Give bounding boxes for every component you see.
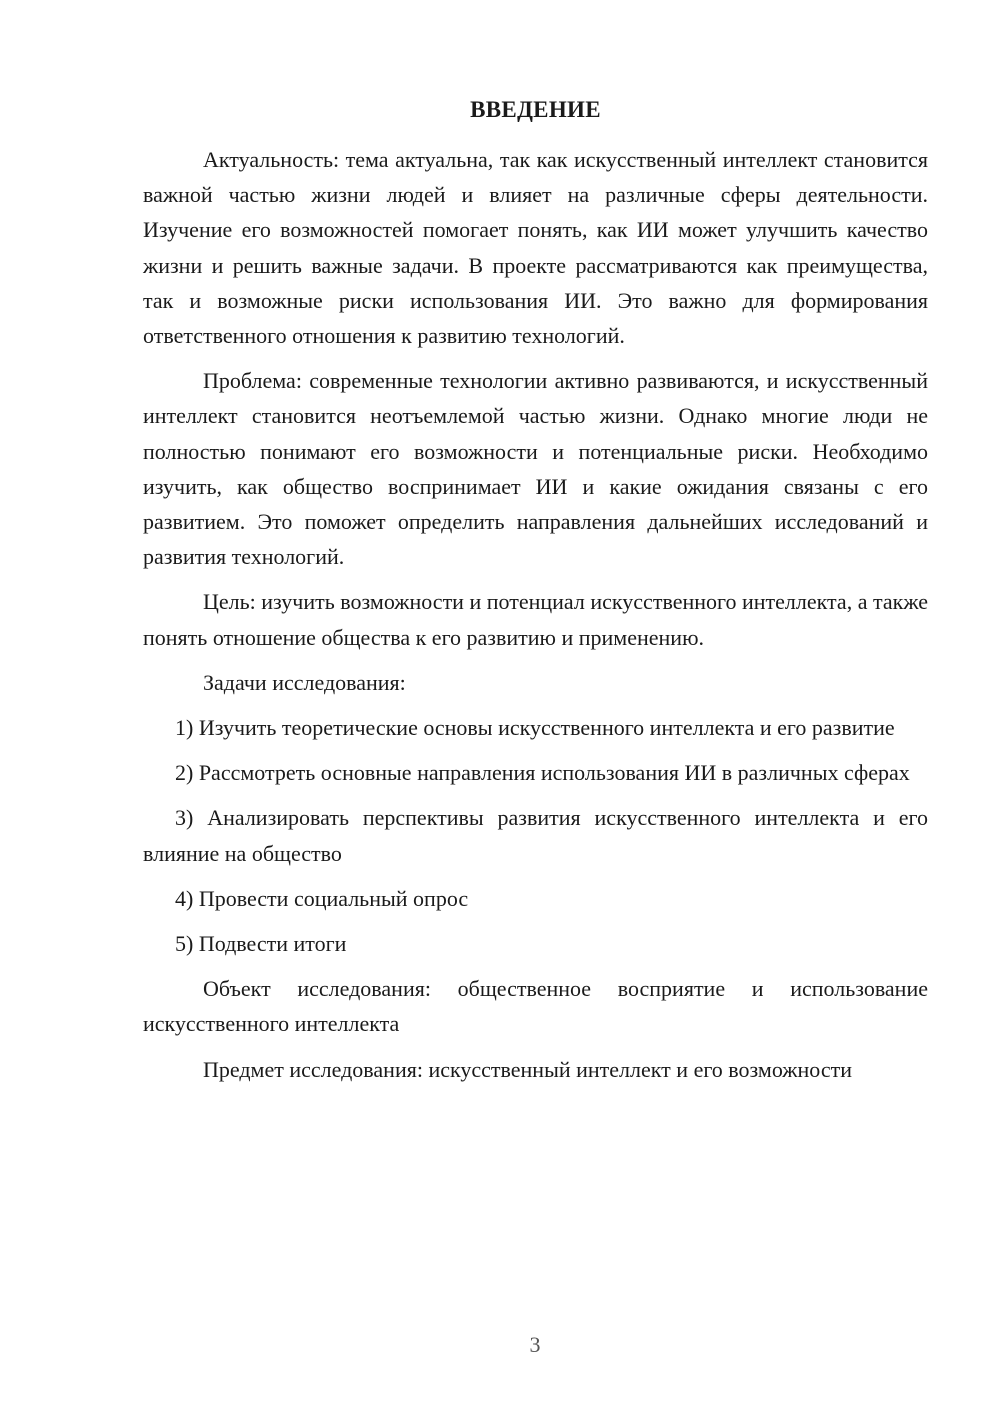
relevance-paragraph: Актуальность: тема актуальна, так как искусственный интеллект становится важной частью жизни людей и влияет на различные сферы деятельности. Изучение его возможностей помогает понять, как ИИ может улучшить качество жизни и решить важные задачи. В проекте рассматриваются как преимущества, так и возможные риски использования ИИ. Это важно для формирования ответственного отношения к развитию технологий. bbox=[143, 147, 928, 349]
object-paragraph: Объект исследования: общественное восприятие и использование искусственного интеллекта bbox=[143, 976, 928, 1037]
page-number: 3 bbox=[529, 1332, 541, 1357]
page-title: ВВЕДЕНИЕ bbox=[470, 97, 601, 122]
goal-paragraph: Цель: изучить возможности и потенциал искусственного интеллекта, а также понять отношение общества к его развитию и применению. bbox=[143, 589, 928, 650]
list-item: 1) Изучить теоретические основы искусственного интеллекта и его развитие bbox=[175, 715, 895, 741]
list-item: 3) Анализировать перспективы развития искусственного интеллекта и его влияние на общество bbox=[143, 805, 928, 866]
tasks-heading: Задачи исследования: bbox=[203, 669, 406, 695]
problem-paragraph: Проблема: современные технологии активно развиваются, и искусственный интеллект становится неотъемлемой частью жизни. Однако многие люди не полностью понимают его возможности и потенциальные риски. Необходимо изучить, как общество воспринимает ИИ и какие ожидания связаны с его развитием. Это поможет определить направления дальнейших исследований и развития технологий. bbox=[143, 368, 928, 570]
tasks-list bbox=[143, 710, 928, 961]
list-item: 4) Провести социальный опрос bbox=[175, 885, 469, 911]
list-item: 2) Рассмотреть основные направления использования ИИ в различных сферах bbox=[175, 760, 910, 786]
subject-paragraph: Предмет исследования: искусственный интеллект и его возможности bbox=[203, 1056, 852, 1082]
list-item: 5) Подвести итоги bbox=[175, 931, 347, 957]
document-page bbox=[143, 92, 928, 1097]
